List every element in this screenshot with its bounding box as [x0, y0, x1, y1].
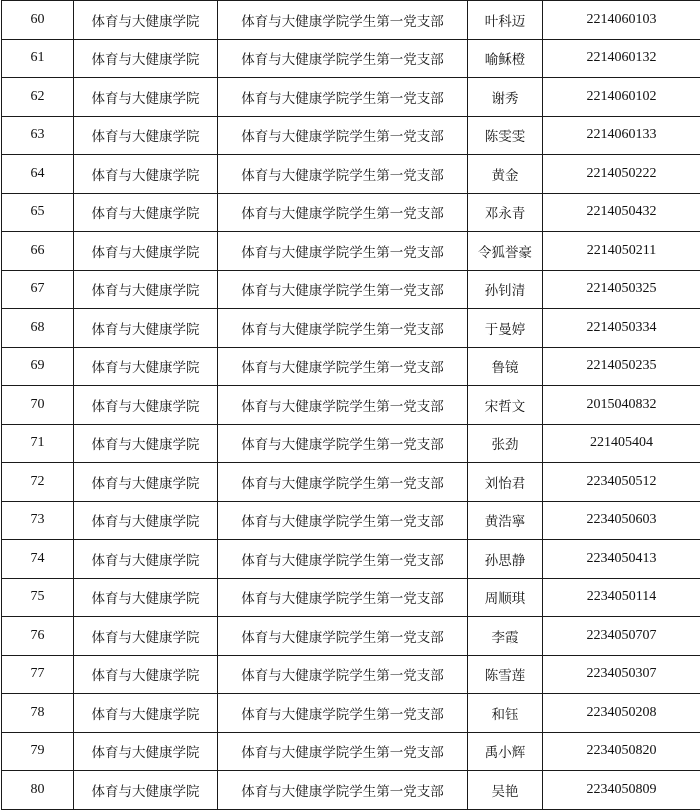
student-id-cell: 2214060133: [543, 116, 700, 155]
student-id-cell: 2214050211: [543, 232, 700, 271]
member-table-body: [2, 1, 700, 810]
name-cell: 叶科迈: [468, 1, 543, 40]
college-cell: 体育与大健康学院: [74, 694, 218, 733]
table-row: [2, 193, 700, 232]
party-branch-cell: 体育与大健康学院学生第一党支部: [218, 78, 468, 117]
name-cell: 喻稣橙: [468, 39, 543, 78]
college-cell: 体育与大健康学院: [74, 578, 218, 617]
row-number-cell: 63: [2, 116, 74, 155]
student-id-cell: 2234050603: [543, 501, 700, 540]
table-row: [2, 694, 700, 733]
table-row: [2, 501, 700, 540]
table-row: [2, 270, 700, 309]
name-cell: 陈雯雯: [468, 116, 543, 155]
party-branch-cell: 体育与大健康学院学生第一党支部: [218, 540, 468, 579]
name-cell: 李霞: [468, 617, 543, 656]
party-branch-cell: 体育与大健康学院学生第一党支部: [218, 193, 468, 232]
table-row: [2, 578, 700, 617]
party-branch-cell: 体育与大健康学院学生第一党支部: [218, 270, 468, 309]
college-cell: 体育与大健康学院: [74, 655, 218, 694]
row-number-cell: 70: [2, 386, 74, 425]
college-cell: 体育与大健康学院: [74, 1, 218, 40]
name-cell: 吴艳: [468, 771, 543, 810]
row-number-cell: 68: [2, 309, 74, 348]
party-branch-cell: 体育与大健康学院学生第一党支部: [218, 694, 468, 733]
name-cell: 鲁镜: [468, 347, 543, 386]
table-row: [2, 732, 700, 771]
table-row: [2, 232, 700, 271]
table-row: [2, 1, 700, 40]
table-row: [2, 386, 700, 425]
student-id-cell: 2234050707: [543, 617, 700, 656]
name-cell: 和钰: [468, 694, 543, 733]
row-number-cell: 78: [2, 694, 74, 733]
table-row: [2, 424, 700, 463]
party-branch-cell: 体育与大健康学院学生第一党支部: [218, 463, 468, 502]
name-cell: 禹小辉: [468, 732, 543, 771]
party-branch-cell: 体育与大健康学院学生第一党支部: [218, 424, 468, 463]
name-cell: 刘怡君: [468, 463, 543, 502]
table-row: [2, 771, 700, 810]
party-branch-cell: 体育与大健康学院学生第一党支部: [218, 501, 468, 540]
name-cell: 黄金: [468, 155, 543, 194]
college-cell: 体育与大健康学院: [74, 78, 218, 117]
college-cell: 体育与大健康学院: [74, 39, 218, 78]
name-cell: 邓永青: [468, 193, 543, 232]
college-cell: 体育与大健康学院: [74, 309, 218, 348]
college-cell: 体育与大健康学院: [74, 732, 218, 771]
row-number-cell: 71: [2, 424, 74, 463]
table-row: [2, 39, 700, 78]
table-row: [2, 309, 700, 348]
row-number-cell: 66: [2, 232, 74, 271]
student-id-cell: 2214050432: [543, 193, 700, 232]
table-row: [2, 540, 700, 579]
row-number-cell: 72: [2, 463, 74, 502]
college-cell: 体育与大健康学院: [74, 270, 218, 309]
student-id-cell: 2214060103: [543, 1, 700, 40]
student-id-cell: 2214060132: [543, 39, 700, 78]
college-cell: 体育与大健康学院: [74, 424, 218, 463]
party-branch-cell: 体育与大健康学院学生第一党支部: [218, 578, 468, 617]
party-branch-cell: 体育与大健康学院学生第一党支部: [218, 617, 468, 656]
student-id-cell: 2214050235: [543, 347, 700, 386]
party-branch-cell: 体育与大健康学院学生第一党支部: [218, 771, 468, 810]
student-id-cell: 221405404: [543, 424, 700, 463]
party-branch-cell: 体育与大健康学院学生第一党支部: [218, 1, 468, 40]
student-id-cell: 2214050222: [543, 155, 700, 194]
party-branch-cell: 体育与大健康学院学生第一党支部: [218, 655, 468, 694]
name-cell: 陈雪莲: [468, 655, 543, 694]
student-id-cell: 2234050820: [543, 732, 700, 771]
party-branch-cell: 体育与大健康学院学生第一党支部: [218, 309, 468, 348]
row-number-cell: 60: [2, 1, 74, 40]
member-table: [1, 0, 700, 810]
table-row: [2, 655, 700, 694]
name-cell: 黄浩寧: [468, 501, 543, 540]
college-cell: 体育与大健康学院: [74, 501, 218, 540]
party-branch-cell: 体育与大健康学院学生第一党支部: [218, 347, 468, 386]
row-number-cell: 65: [2, 193, 74, 232]
row-number-cell: 73: [2, 501, 74, 540]
table-row: [2, 155, 700, 194]
row-number-cell: 64: [2, 155, 74, 194]
row-number-cell: 67: [2, 270, 74, 309]
student-id-cell: 2234050512: [543, 463, 700, 502]
party-branch-cell: 体育与大健康学院学生第一党支部: [218, 39, 468, 78]
table-row: [2, 617, 700, 656]
name-cell: 张劲: [468, 424, 543, 463]
student-id-cell: 2214060102: [543, 78, 700, 117]
row-number-cell: 77: [2, 655, 74, 694]
party-branch-cell: 体育与大健康学院学生第一党支部: [218, 155, 468, 194]
party-branch-cell: 体育与大健康学院学生第一党支部: [218, 732, 468, 771]
table-row: [2, 347, 700, 386]
row-number-cell: 61: [2, 39, 74, 78]
college-cell: 体育与大健康学院: [74, 617, 218, 656]
table-row: [2, 116, 700, 155]
row-number-cell: 69: [2, 347, 74, 386]
student-id-cell: 2234050307: [543, 655, 700, 694]
name-cell: 孙钊清: [468, 270, 543, 309]
row-number-cell: 75: [2, 578, 74, 617]
name-cell: 令狐誉豪: [468, 232, 543, 271]
college-cell: 体育与大健康学院: [74, 347, 218, 386]
name-cell: 宋哲文: [468, 386, 543, 425]
college-cell: 体育与大健康学院: [74, 386, 218, 425]
student-id-cell: 2214050325: [543, 270, 700, 309]
college-cell: 体育与大健康学院: [74, 463, 218, 502]
name-cell: 孙思静: [468, 540, 543, 579]
student-id-cell: 2214050334: [543, 309, 700, 348]
student-id-cell: 2234050413: [543, 540, 700, 579]
student-id-cell: 2234050809: [543, 771, 700, 810]
row-number-cell: 74: [2, 540, 74, 579]
party-branch-cell: 体育与大健康学院学生第一党支部: [218, 116, 468, 155]
party-branch-cell: 体育与大健康学院学生第一党支部: [218, 386, 468, 425]
college-cell: 体育与大健康学院: [74, 771, 218, 810]
student-id-cell: 2234050208: [543, 694, 700, 733]
party-branch-cell: 体育与大健康学院学生第一党支部: [218, 232, 468, 271]
name-cell: 周顺琪: [468, 578, 543, 617]
table-row: [2, 463, 700, 502]
college-cell: 体育与大健康学院: [74, 540, 218, 579]
name-cell: 谢秀: [468, 78, 543, 117]
college-cell: 体育与大健康学院: [74, 116, 218, 155]
table-row: [2, 78, 700, 117]
name-cell: 于曼婷: [468, 309, 543, 348]
student-id-cell: 2234050114: [543, 578, 700, 617]
row-number-cell: 76: [2, 617, 74, 656]
row-number-cell: 62: [2, 78, 74, 117]
row-number-cell: 80: [2, 771, 74, 810]
row-number-cell: 79: [2, 732, 74, 771]
college-cell: 体育与大健康学院: [74, 155, 218, 194]
student-id-cell: 2015040832: [543, 386, 700, 425]
college-cell: 体育与大健康学院: [74, 232, 218, 271]
college-cell: 体育与大健康学院: [74, 193, 218, 232]
